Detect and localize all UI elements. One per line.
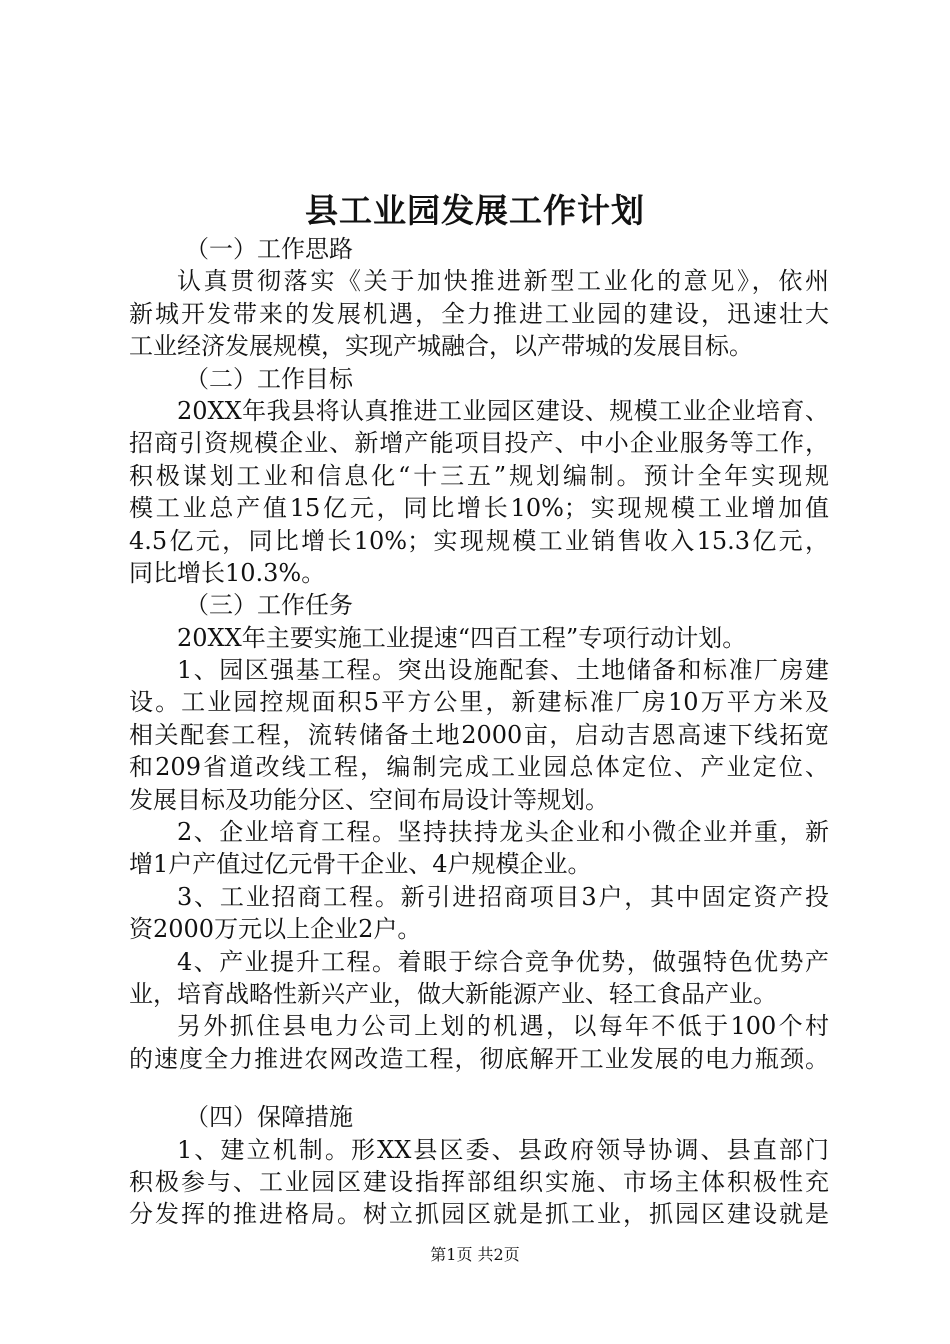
- text-line: 积极谋划工业和信息化“十三五”规划编制。预计全年实现规: [129, 461, 829, 490]
- paragraph-spacer: [129, 1075, 829, 1101]
- text-line: 1、园区强基工程。突出设施配套、土地储备和标准厂房建: [177, 656, 829, 685]
- text-line: 2、企业培育工程。坚持扶持龙头企业和小微企业并重，新: [177, 818, 829, 847]
- text-line: 业，培育战略性新兴产业，做大新能源产业、轻工食品产业。: [129, 979, 777, 1008]
- text-line: 分发挥的推进格局。树立抓园区就是抓工业，抓园区建设就是: [129, 1200, 829, 1229]
- text-line: 20XX年主要实施工业提速“四百工程”专项行动计划。: [177, 623, 747, 652]
- text-line: 3、工业招商工程。新引进招商项目3户，其中固定资产投: [177, 882, 829, 911]
- text-line: 资2000万元以上企业2户。: [129, 915, 422, 944]
- text-line: 4.5亿元，同比增长10%；实现规模工业销售收入15.3亿元，: [129, 526, 829, 555]
- text-line: 20XX年我县将认真推进工业园区建设、规模工业企业培育、: [177, 396, 829, 425]
- section-heading: （三）工作任务: [185, 591, 353, 620]
- text-line: 1、建立机制。形XX县区委、县政府领导协调、县直部门: [177, 1135, 829, 1164]
- text-line: 和209省道改线工程，编制完成工业园总体定位、产业定位、: [129, 753, 829, 782]
- text-line: 工业经济发展规模，实现产城融合，以产带城的发展目标。: [129, 332, 753, 361]
- text-line: 设。工业园控规面积5平方公里，新建标准厂房10万平方米及: [129, 688, 829, 717]
- text-line: 认真贯彻落实《关于加快推进新型工业化的意见》，依州: [177, 267, 829, 296]
- text-line: 增1户产值过亿元骨干企业、4户规模企业。: [129, 850, 592, 879]
- text-line: 另外抓住县电力公司上划的机遇，以每年不低于100个村: [177, 1012, 829, 1041]
- text-line: 新城开发带来的发展机遇，全力推进工业园的建设，迅速壮大: [129, 299, 829, 328]
- text-line: 积极参与、工业园区建设指挥部组织实施、市场主体积极性充: [129, 1167, 829, 1196]
- text-line: 4、产业提升工程。着眼于综合竞争优势，做强特色优势产: [177, 947, 829, 976]
- text-line: 发展目标及功能分区、空间布局设计等规划。: [129, 785, 609, 814]
- text-line: 同比增长10.3%。: [129, 558, 326, 587]
- section-heading: （一）工作思路: [185, 235, 353, 263]
- page-footer: 第1页 共2页: [430, 1245, 520, 1264]
- text-line: 招商引资规模企业、新增产能项目投产、中小企业服务等工作，: [129, 429, 829, 458]
- section-heading: （四）保障措施: [185, 1103, 353, 1132]
- section-heading: （二）工作目标: [185, 364, 353, 393]
- text-line: 模工业总产值15亿元，同比增长10%；实现规模工业增加值: [129, 494, 829, 523]
- text-line: 的速度全力推进农网改造工程，彻底解开工业发展的电力瓶颈。: [129, 1044, 829, 1073]
- text-line: 相关配套工程，流转储备土地2000亩，启动吉恩高速下线拓宽: [129, 720, 829, 749]
- document-body: [129, 233, 829, 1231]
- document-title: 县工业园发展工作计划: [305, 191, 645, 230]
